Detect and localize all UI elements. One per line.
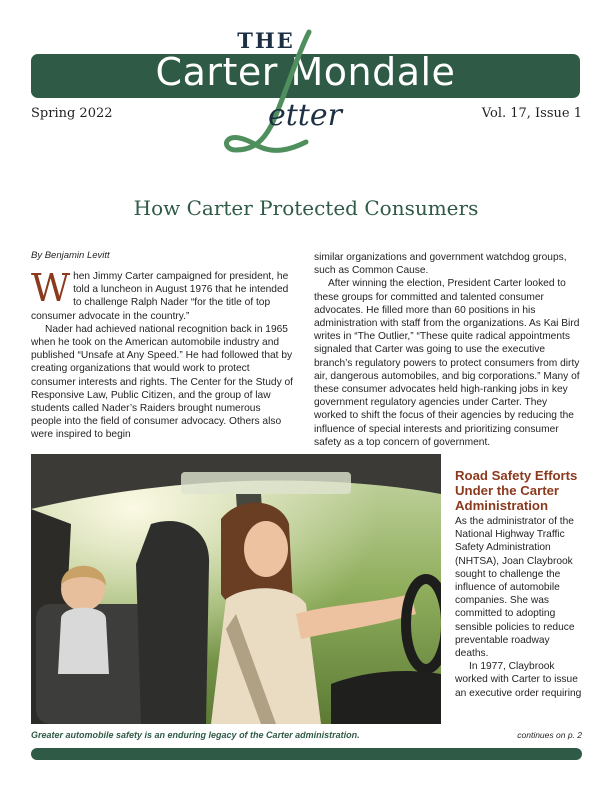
- paragraph: [31, 266, 293, 323]
- masthead-the: THE: [237, 28, 295, 53]
- paragraph: similar organizations and government watchdog groups, such as Common Cause.: [314, 252, 567, 277]
- masthead-letter-l-glyph: [214, 28, 324, 158]
- paragraph: As the administrator of the National Highway Traffic Safety Administration (NHTSA), Joan Claybrook sought to challenge the influence of automobile companies. She was committed to adopting sensible policies to reduce preventable roadway deaths.: [455, 516, 575, 660]
- paragraph: After winning the election, President Carter looked to these groups for committed and talented consumer advocates. He filled more than 60 positions in his administration with staff from the organizations. As Kai Bird writes in “The Outlier,” “These quite radical appointments signaled that Carter was going to use the executive branch’s regulatory powers to protect consumers from dirty air, dangerous automobiles, and big corporations.” Many of these consumer advocates held high-ranking jobs in key government regulatory agencies under Carter. They worked to shift the focus of their agencies by reducing the influence of special interests and prioritizing consumer safety as a top concern of government.: [314, 278, 580, 448]
- drop-cap: W: [31, 266, 71, 310]
- column-2: [314, 251, 582, 449]
- subheading: Road Safety Efforts Under the Carter Administration: [455, 468, 578, 513]
- masthead-title: Carter Mondale: [155, 50, 456, 94]
- article-headline: How Carter Protected Consumers: [133, 196, 479, 220]
- issue-volume: Vol. 17, Issue 1: [481, 106, 582, 121]
- footer-bar: [31, 748, 582, 760]
- column-3: [455, 468, 583, 700]
- issue-season: Spring 2022: [31, 106, 113, 121]
- car-photo: [31, 454, 441, 724]
- paragraph-text: hen Jimmy Carter campaigned for president, he told a luncheon in August 1976 that he intended to challenge Ralph Nader “for the title of top consumer advocate in the country.”: [31, 271, 289, 322]
- masthead-letter: etter: [268, 98, 342, 133]
- photo-caption: Greater automobile safety is an enduring legacy of the Carter administration.: [31, 730, 360, 740]
- paragraph: Nader had achieved national recognition back in 1965 when he took on the American automobile industry and published “Unsafe at Any Speed.” He had followed that by creating organizations that would work to protect consumer interests and rights. The Center for the Study of Responsive Law, Public Citizen, and the group of law students called Nader’s Raiders brought numerous people into the field of consumer advocacy. Others also were inspired to begin: [31, 323, 293, 441]
- column-1: [31, 266, 293, 442]
- continues-note[interactable]: continues on p. 2: [517, 730, 582, 740]
- paragraph: In 1977, Claybrook worked with Carter to issue an executive order requiring: [455, 661, 582, 699]
- byline: By Benjamin Levitt: [31, 250, 110, 261]
